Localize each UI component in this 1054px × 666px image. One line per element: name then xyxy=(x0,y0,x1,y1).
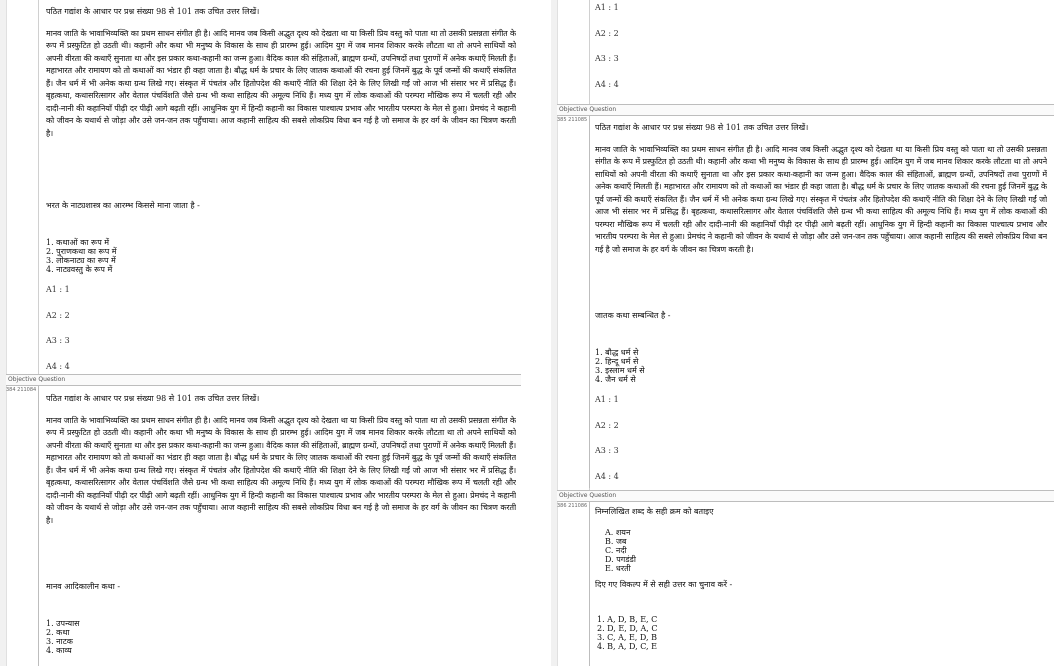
passage-title: पठित गद्यांश के आधार पर प्रश्न संख्या 98 से 101 तक उचित उत्तर लिखें। xyxy=(46,7,260,16)
option-2[interactable]: 2. D, E, D, A, C xyxy=(597,624,658,633)
question-text: जातक कथा सम्बन्धित है - xyxy=(595,310,671,320)
answer-label-2: A2 : 2 xyxy=(595,28,619,38)
question-number: 384 211084 xyxy=(6,386,39,666)
option-4[interactable]: 4. नाट्यवस्तु के रूप में xyxy=(46,265,113,274)
option-1[interactable]: 1. कथाओं का रूप में xyxy=(46,238,110,247)
word-item: A. शयन xyxy=(605,527,631,537)
option-1[interactable]: 1. A, D, B, E, C xyxy=(597,615,658,624)
left-column xyxy=(0,0,521,666)
option-list xyxy=(597,615,1047,651)
answer-label-3: A3 : 3 xyxy=(595,54,619,63)
question-type-header: Objective Question xyxy=(6,374,521,386)
right-column xyxy=(551,0,1054,666)
answer-label-1: A1 : 1 xyxy=(595,3,619,12)
question-number: 386 211086 xyxy=(557,502,590,666)
answer-label-1: A1 : 1 xyxy=(595,395,619,404)
passage-text: मानव जाति के भावाभिव्यक्ति का प्रथम साधन संगीत ही है। आदि मानव जब किसी अद्भुत दृश्य को देखता था या किसी प्रिय वस्तु को पाता था तो उसकी प्रसन्नता संगीत के रूप में प्रस्फुटित हो उठती थी। कहानी और कथा भी मनुष्य के विकास के साथ ही प्रारम्भ हुई। आदिम युग में जब मानव शिकार करके लौटता था तो अपने साथियों को अपनी वीरता की कथाएँ सुनाता था और इस प्रकार कथा-कहानी का जन्म हुआ। वैदिक काल की संहिताओं, ब्राह्मण ग्रन्थों, उपनिषदों तथा पुराणों में अनेक कथाएँ मिलती हैं। महाभारत और रामायण को तो कथाओं का भंडार ही कहा जाता है। बौद्ध धर्म के प्रचार के लिए जातक कथाओं की रचना हुई जिनमें बुद्ध के पूर्व जन्मों की कथाएँ संकलित हैं। जैन धर्म में भी अनेक कथा ग्रन्थ लिखे गए। संस्कृत में पंचतंत्र और हितोपदेश की कथाएँ नीति की शिक्षा देने के लिए लिखी गईं जो आज भी संसार भर में प्रसिद्ध हैं। बृहत्कथा, कथासरित्सागर और वेताल पंचविंशति जैसे ग्रन्थ भी कथा साहित्य की अमूल्य निधि हैं। मध्य युग में लोक कथाओं की परम्परा मौखिक रूप में चलती रही और दादी-नानी की कहानियाँ पीढ़ी दर पीढ़ी आगे बढ़ती रहीं। आधुनिक युग में हिन्दी कहानी का विकास पाश्चात्य प्रभाव और भारतीय परम्परा के मेल से हुआ। प्रेमचंद ने कहानी को जीवन के यथार्थ से जोड़ा और उसे जन-जन तक पहुँचाया। आज कहानी साहित्य की सबसे लोकप्रिय विधा बन गई है जो समाज के हर वर्ग के जीवन का चित्रण करती है। xyxy=(46,415,516,525)
option-2[interactable]: 2. पुराणकथा का रूप में xyxy=(46,247,117,256)
answer-label-3: A3 : 3 xyxy=(46,336,70,345)
passage-title: पठित गद्यांश के आधार पर प्रश्न संख्या 98 से 101 तक उचित उत्तर लिखें। xyxy=(46,394,260,403)
answer-label-list xyxy=(595,394,1047,496)
question-text: मानव आदिकालीन कथा - xyxy=(46,581,121,591)
option-3[interactable]: 3. नाटक xyxy=(46,637,73,646)
word-item: D. पगडंडी xyxy=(605,554,636,564)
question-block-385 xyxy=(595,122,1047,496)
option-1[interactable]: 1. उपन्यास xyxy=(46,619,80,628)
option-4[interactable]: 4. जैन धर्म से xyxy=(595,375,636,384)
answer-label-1: A1 : 1 xyxy=(46,285,70,294)
option-list xyxy=(46,619,516,655)
word-item: B. जब xyxy=(605,536,627,546)
question-number: 385 211085 xyxy=(557,116,590,488)
answer-label-4: A4 : 4 xyxy=(46,361,70,371)
word-item: C. नदी xyxy=(605,545,627,555)
option-3[interactable]: 3. C, A, E, D, B xyxy=(597,633,657,642)
answer-label-4: A4 : 4 xyxy=(595,79,619,89)
option-4[interactable]: 4. B, A, D, C, E xyxy=(597,642,657,651)
question-prompt: दिए गए विकल्प में से सही उत्तर का चुनाव करें - xyxy=(595,579,733,589)
answer-label-4: A4 : 4 xyxy=(595,471,619,481)
answer-label-2: A2 : 2 xyxy=(46,310,70,320)
option-1[interactable]: 1. बौद्ध धर्म से xyxy=(595,348,639,357)
question-block-386 xyxy=(595,506,1047,651)
word-list xyxy=(605,528,1047,573)
question-block-384 xyxy=(46,393,516,655)
option-4[interactable]: 4. काव्य xyxy=(46,646,72,655)
option-3[interactable]: 3. इस्लाम धर्म से xyxy=(595,366,645,375)
option-3[interactable]: 3. लोकनाट्य का रूप में xyxy=(46,256,116,265)
option-2[interactable]: 2. कथा xyxy=(46,628,70,637)
word-item: E. धरती xyxy=(605,563,631,573)
answer-label-2: A2 : 2 xyxy=(595,420,619,430)
passage-text: मानव जाति के भावाभिव्यक्ति का प्रथम साधन संगीत ही है। आदि मानव जब किसी अद्भुत दृश्य को देखता था या किसी प्रिय वस्तु को पाता था तो उसकी प्रसन्नता संगीत के रूप में प्रस्फुटित हो उठती थी। कहानी और कथा भी मनुष्य के विकास के साथ ही प्रारम्भ हुई। आदिम युग में जब मानव शिकार करके लौटता था तो अपने साथियों को अपनी वीरता की कथाएँ सुनाता था और इस प्रकार कथा-कहानी का जन्म हुआ। वैदिक काल की संहिताओं, ब्राह्मण ग्रन्थों, उपनिषदों तथा पुराणों में अनेक कथाएँ मिलती हैं। महाभारत और रामायण को तो कथाओं का भंडार ही कहा जाता है। बौद्ध धर्म के प्रचार के लिए जातक कथाओं की रचना हुई जिनमें बुद्ध के पूर्व जन्मों की कथाएँ संकलित हैं। जैन धर्म में भी अनेक कथा ग्रन्थ लिखे गए। संस्कृत में पंचतंत्र और हितोपदेश की कथाएँ नीति की शिक्षा देने के लिए लिखी गईं जो आज भी संसार भर में प्रसिद्ध हैं। बृहत्कथा, कथासरित्सागर और वेताल पंचविंशति जैसे ग्रन्थ भी कथा साहित्य की अमूल्य निधि हैं। मध्य युग में लोक कथाओं की परम्परा मौखिक रूप में चलती रही और दादी-नानी की कहानियाँ पीढ़ी दर पीढ़ी आगे बढ़ती रहीं। आधुनिक युग में हिन्दी कहानी का विकास पाश्चात्य प्रभाव और भारतीय परम्परा के मेल से हुआ। प्रेमचंद ने कहानी को जीवन के यथार्थ से जोड़ा और उसे जन-जन तक पहुँचाया। आज कहानी साहित्य की सबसे लोकप्रिय विधा बन गई है जो समाज के हर वर्ग के जीवन का चित्रण करती है। xyxy=(46,28,516,138)
answer-label-list xyxy=(595,2,619,104)
answer-label-3: A3 : 3 xyxy=(595,446,619,455)
passage-title: पठित गद्यांश के आधार पर प्रश्न संख्या 98 से 101 तक उचित उत्तर लिखें। xyxy=(595,123,809,132)
answer-label-list xyxy=(46,284,516,386)
question-text: निम्नलिखित शब्द के सही क्रम को बताइए xyxy=(595,507,714,516)
option-list xyxy=(595,348,1047,384)
question-block-383 xyxy=(46,6,516,386)
option-list xyxy=(46,238,516,274)
passage-text: मानव जाति के भावाभिव्यक्ति का प्रथम साधन संगीत ही है। आदि मानव जब किसी अद्भुत दृश्य को देखता था या किसी प्रिय वस्तु को पाता था तो उसकी प्रसन्नता संगीत के रूप में प्रस्फुटित हो उठती थी। कहानी और कथा भी मनुष्य के विकास के साथ ही प्रारम्भ हुई। आदिम युग में जब मानव शिकार करके लौटता था तो अपने साथियों को अपनी वीरता की कथाएँ सुनाता था और इस प्रकार कथा-कहानी का जन्म हुआ। वैदिक काल की संहिताओं, ब्राह्मण ग्रन्थों, उपनिषदों तथा पुराणों में अनेक कथाएँ मिलती हैं। महाभारत और रामायण को तो कथाओं का भंडार ही कहा जाता है। बौद्ध धर्म के प्रचार के लिए जातक कथाओं की रचना हुई जिनमें बुद्ध के पूर्व जन्मों की कथाएँ संकलित हैं। जैन धर्म में भी अनेक कथा ग्रन्थ लिखे गए। संस्कृत में पंचतंत्र और हितोपदेश की कथाएँ नीति की शिक्षा देने के लिए लिखी गईं जो आज भी संसार भर में प्रसिद्ध हैं। बृहत्कथा, कथासरित्सागर और वेताल पंचविंशति जैसे ग्रन्थ भी कथा साहित्य की अमूल्य निधि हैं। मध्य युग में लोक कथाओं की परम्परा मौखिक रूप में चलती रही और दादी-नानी की कहानियाँ पीढ़ी दर पीढ़ी आगे बढ़ती रहीं। आधुनिक युग में हिन्दी कहानी का विकास पाश्चात्य प्रभाव और भारतीय परम्परा के मेल से हुआ। प्रेमचंद ने कहानी को जीवन के यथार्थ से जोड़ा और उसे जन-जन तक पहुँचाया। आज कहानी साहित्य की सबसे लोकप्रिय विधा बन गई है जो समाज के हर वर्ग के जीवन का चित्रण करती है। xyxy=(595,144,1047,254)
question-type-header: Objective Question xyxy=(557,490,1054,502)
question-text: भरत के नाट्यशास्त्र का आरम्भ किससे माना जाता है - xyxy=(46,200,200,210)
option-2[interactable]: 2. हिन्दू धर्म से xyxy=(595,357,639,366)
question-type-header: Objective Question xyxy=(557,104,1054,116)
